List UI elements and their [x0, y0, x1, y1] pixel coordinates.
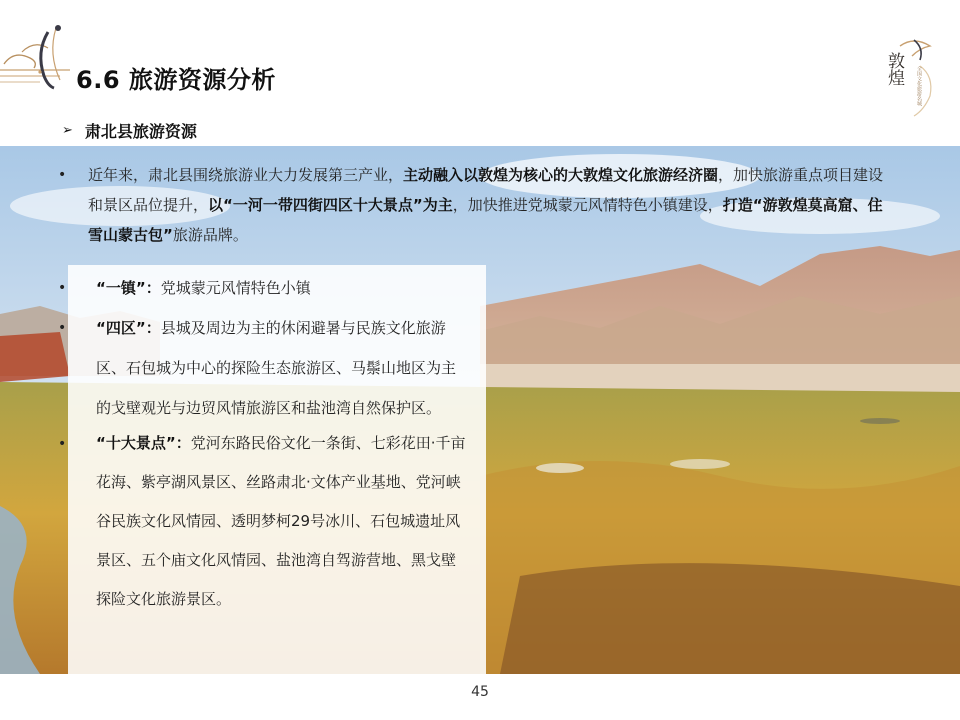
logo-small-text: 全国文化旅游名城: [916, 66, 922, 106]
logo-text: 敦煌: [884, 52, 904, 86]
list-item: [58, 312, 468, 428]
bullet-icon: •: [58, 280, 67, 296]
slide-header: [0, 0, 960, 146]
bullet-icon: •: [58, 320, 67, 336]
intro-paragraph: [58, 160, 888, 250]
bullet-icon: •: [58, 436, 67, 452]
list-item: [58, 272, 468, 304]
list-item: [58, 428, 468, 619]
intro-text: 近年来，肃北县围绕旅游业大力发展第三产业，主动融入以敦煌为核心的大敦煌文化旅游经济圈，加快旅游重点项目建设和景区品位提升，以“一河一带四街四区十大景点”为主，加快推进党城蒙元风情特色小镇建设，打造“游敦煌莫高窟、住雪山蒙古包”旅游品牌。: [88, 166, 884, 244]
list-item-label: “十大景点”：: [96, 434, 191, 452]
list-item-label: “一镇”：: [96, 279, 161, 297]
section-subheading: [62, 119, 197, 142]
list-item-text: 党城蒙元风情特色小镇: [160, 279, 311, 297]
page-number: 45: [471, 684, 489, 700]
arrow-bullet-icon: ➢: [62, 123, 73, 138]
attraction-list: [58, 272, 468, 619]
page-title: 6.6 旅游资源分析: [76, 66, 276, 94]
list-item-text: 县城及周边为主的休闲避暑与民族文化旅游区、石包城为中心的探险生态旅游区、马鬃山地区为主的戈壁观光与边贸风情旅游区和盐池湾自然保护区。: [96, 319, 457, 417]
dunhuang-logo: [880, 36, 944, 118]
list-item-text: 党河东路民俗文化一条街、七彩花田·千亩花海、紫亭湖风景区、丝路肃北·文体产业基地、党河峡谷民族文化风情园、透明梦柯29号冰川、石包城遗址风景区、五个庙文化风情园、盐池湾自驾游营地、黑戈壁探险文化旅游景区。: [96, 434, 466, 608]
list-item-label: “四区”：: [96, 319, 161, 337]
bullet-icon: •: [58, 167, 67, 183]
subheading-text: 肃北县旅游资源: [84, 122, 197, 141]
